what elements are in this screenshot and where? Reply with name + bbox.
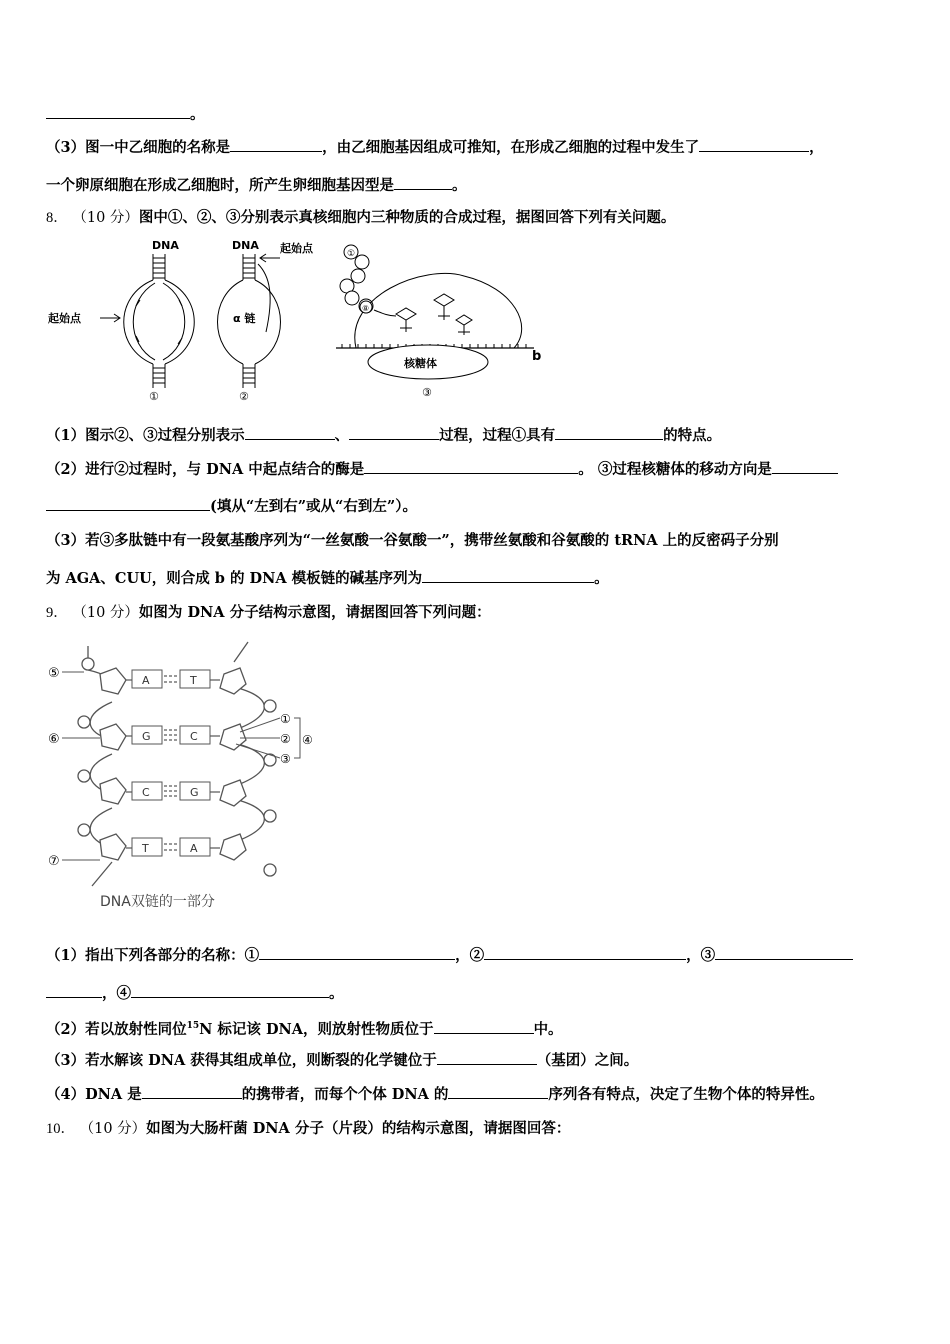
callout-4: ④ [302, 733, 313, 747]
q9-dna-figure [44, 634, 334, 914]
ribosome-label: 核糖体 [404, 357, 437, 370]
arrow-icon [100, 314, 120, 322]
figure-number-2: ② [239, 390, 249, 403]
base-label: G [142, 730, 151, 743]
chain-b-label: b [532, 349, 542, 364]
answer-blank[interactable] [394, 175, 452, 190]
q7-part3-line1: （3）图一中乙细胞的名称是 ，由乙细胞基因组成可推知，在形成乙细胞的过程中发生了 ， [46, 139, 824, 156]
base-label: C [142, 786, 150, 799]
answer-blank[interactable] [555, 425, 663, 440]
figure-caption: DNA双链的一部分 [100, 894, 215, 910]
ribosome-large-subunit [355, 273, 522, 348]
answer-blank[interactable] [434, 1019, 534, 1034]
callout-3: ③ [280, 752, 291, 766]
answer-blank[interactable] [772, 459, 838, 474]
q8-part2-line1: （2）进行②过程时，与 DNA 中起点结合的酶是 。 ③过程核糖体的移动方向是 [46, 459, 838, 480]
base-label: T [142, 842, 149, 855]
base-label: C [190, 730, 198, 743]
q8-figure [44, 236, 564, 404]
answer-blank[interactable] [349, 425, 439, 440]
base-pair-row-3 [132, 782, 210, 800]
callout-7: ⑦ [48, 854, 60, 869]
origin-label: 起始点 [280, 242, 313, 255]
dna-label: DNA [232, 239, 259, 252]
answer-blank[interactable] [437, 1050, 537, 1065]
q8-part2-line2: (填从“左到右”或从“右到左”）。 [46, 496, 417, 517]
base-label: T [190, 674, 197, 687]
answer-blank[interactable] [422, 568, 594, 583]
q9-part1-line1: （1）指出下列各部分的名称：① ，② ，③ [46, 945, 853, 966]
callout-1: ① [280, 712, 291, 726]
alpha-chain-label: α 链 [233, 312, 256, 325]
callout-2: ② [280, 732, 291, 746]
q9-part1-line2: ，④ 。 [46, 983, 344, 1004]
answer-blank[interactable] [46, 104, 190, 119]
base-pair-row-2 [132, 726, 210, 744]
figure-number-3: ③ [422, 386, 432, 399]
callout-5: ⑤ [48, 666, 60, 681]
answer-blank[interactable] [230, 137, 322, 152]
q8-part1: （1）图示②、③过程分别表示 、 过程，过程①具有 的特点。 [46, 427, 722, 444]
origin-label: 起始点 [48, 312, 81, 325]
q9-part2: （2）若以放射性同位$^{15}$N 标记该 DNA，则放射性物质位于 中。 [46, 1020, 563, 1038]
q8-part3-line2: 为 AGA、CUU，则合成 b 的 DNA 模板链的碱基序列为 。 [46, 570, 609, 587]
answer-blank[interactable] [46, 496, 210, 511]
base-label: A [142, 674, 150, 687]
base-pair-row-1 [132, 670, 210, 688]
dna-label: DNA [152, 239, 179, 252]
transcription-diagram [218, 239, 314, 403]
q9-stem: 9． （10 分）如图为 DNA 分子结构示意图，请据图回答下列问题： [46, 604, 491, 621]
replication-diagram [48, 239, 194, 403]
answer-blank[interactable] [364, 459, 578, 474]
chain-start-label: ① [347, 249, 356, 259]
q9-part3: （3）若水解该 DNA 获得其组成单位，则断裂的化学键位于 （基团）之间。 [46, 1052, 639, 1069]
q9-part4: （4）DNA 是 的携带者，而每个个体 DNA 的 序列各有特点，决定了生物个体的特异性。 [46, 1086, 824, 1103]
arrow-icon [260, 254, 280, 262]
answer-blank[interactable] [448, 1084, 548, 1099]
callout-6: ⑥ [48, 732, 60, 747]
translation-diagram [336, 245, 541, 399]
answer-blank[interactable] [46, 983, 102, 998]
figure-number-1: ① [149, 390, 159, 403]
answer-blank[interactable] [484, 945, 686, 960]
base-label: A [190, 842, 198, 855]
q10-stem: 10． （10 分）如图为大肠杆菌 DNA 分子（片段）的结构示意图，请据图回答： [46, 1120, 571, 1137]
answer-blank[interactable] [715, 945, 853, 960]
answer-blank[interactable] [142, 1084, 242, 1099]
answer-blank[interactable] [699, 137, 809, 152]
q7-answer-line: 。 [46, 104, 205, 125]
q7-part3-line2: 一个卵原细胞在形成乙细胞时，所产生卵细胞基因型是 。 [46, 177, 467, 194]
answer-blank[interactable] [245, 425, 335, 440]
q8-stem: 8． （10 分）图中①、②、③分别表示真核细胞内三种物质的合成过程，据图回答下列有关问题。 [46, 209, 676, 226]
answer-blank[interactable] [131, 983, 329, 998]
chain-label: ⑧ [362, 304, 370, 313]
base-label: G [190, 786, 199, 799]
q8-part3-line1: （3）若③多肽链中有一段氨基酸序列为“一丝氨酸一谷氨酸一”，携带丝氨酸和谷氨酸的 tRNA 上的反密码子分别 [46, 532, 779, 549]
base-pair-row-4 [132, 838, 210, 856]
answer-blank[interactable] [259, 945, 455, 960]
